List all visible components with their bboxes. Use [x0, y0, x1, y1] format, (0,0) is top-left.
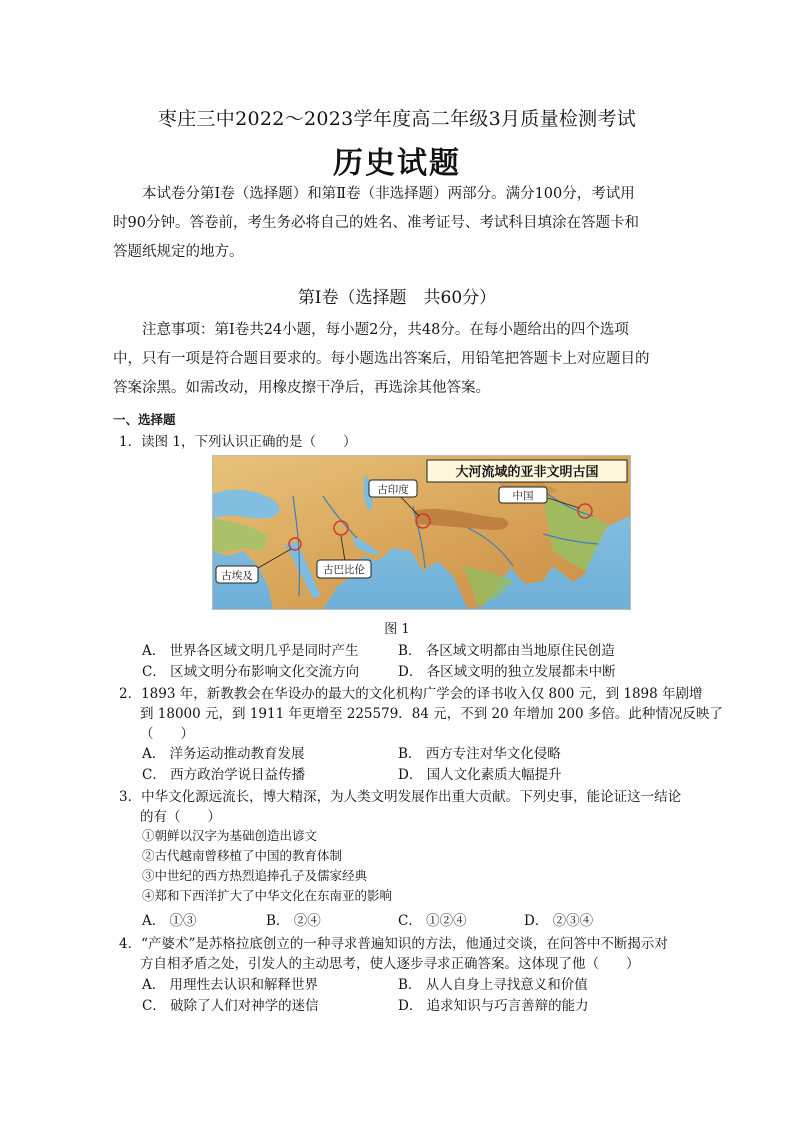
q2-option-c[interactable]: C． 西方政治学说日益传播 [142, 767, 306, 783]
notice-paragraph [113, 316, 703, 403]
svg-text:古印度: 古印度 [377, 484, 409, 496]
intro-paragraph [113, 180, 703, 267]
question-2-stem-line-1: 2．1893 年，新教教会在华设办的最大的文化机构广学会的译书收入仅 800 元，到 1898 年剧增 [119, 686, 703, 702]
q4-option-c[interactable]: C． 破除了人们对神学的迷信 [142, 998, 319, 1014]
notice-line-1: 注意事项：第Ⅰ卷共24小题，每小题2分，共48分。在每小题给出的四个选项 [142, 322, 629, 338]
q3-option-b[interactable]: B． ②④ [266, 913, 321, 929]
q4-option-d[interactable]: D． 追求知识与巧言善辩的能力 [398, 998, 589, 1014]
q3-item-3: ③中世纪的西方热烈追捧孔子及儒家经典 [142, 868, 368, 883]
label-china [499, 487, 547, 503]
q3-item-1: ①朝鲜以汉字为基础创造出谚文 [142, 828, 318, 843]
label-egypt [216, 566, 258, 583]
question-3-stem-line-2: 的有（ ） [140, 809, 221, 825]
section-heading: 一、选择题 [113, 412, 176, 427]
svg-text:古埃及: 古埃及 [221, 570, 253, 582]
figure-1-caption: 图 1 [384, 622, 410, 637]
subject-title: 历史试题 [333, 146, 461, 181]
label-india [369, 480, 417, 497]
figure-1-map [212, 455, 631, 610]
q2-option-a[interactable]: A． 洋务运动推动教育发展 [142, 746, 305, 762]
label-babylon [317, 560, 371, 578]
question-2-stem-line-3: （ ） [140, 726, 194, 742]
q1-option-d[interactable]: D． 各区域文明的独立发展都未中断 [398, 664, 616, 680]
map-title-box [427, 460, 627, 482]
intro-line-3: 答题纸规定的地方。 [113, 244, 244, 260]
q4-option-b[interactable]: B． 从人自身上寻找意义和价值 [398, 977, 588, 993]
section-title: 第Ⅰ卷（选择题 共60分） [297, 288, 497, 308]
q3-option-d[interactable]: D． ②③④ [524, 913, 594, 929]
svg-text:中国: 中国 [512, 490, 534, 502]
q3-option-a[interactable]: A． ①③ [142, 913, 197, 929]
question-1-stem: 1．读图 1，下列认识正确的是（ ） [119, 434, 357, 450]
question-4-stem-line-2: 方自相矛盾之处，引发人的主动思考，使人逐步寻求正确答案。这体现了他（ ） [140, 956, 640, 972]
question-4-stem-line-1: 4．“产婆术”是苏格拉底创立的一种寻求普遍知识的方法，他通过交谈，在问答中不断揭示对 [119, 936, 668, 952]
q1-option-a[interactable]: A． 世界各区域文明几乎是同时产生 [142, 643, 359, 659]
q3-item-4: ④郑和下西洋扩大了中华文化在东南亚的影响 [142, 888, 393, 903]
question-3-stem-line-1: 3．中华文化源远流长，博大精深，为人类文明发展作出重大贡献。下列史事，能论证这一结论 [119, 789, 682, 805]
intro-line-1: 本试卷分第Ⅰ卷（选择题）和第Ⅱ卷（非选择题）两部分。满分100分，考试用 [142, 186, 635, 202]
q3-item-2: ②古代越南曾移植了中国的教育体制 [142, 848, 343, 863]
question-2-stem-line-2: 到 18000 元，到 1911 年更增至 225579．84 元，不到 20 年增加 200 多倍。此种情况反映了 [140, 706, 723, 722]
map-image [213, 456, 630, 609]
q1-option-b[interactable]: B． 各区域文明都由当地原住民创造 [398, 643, 615, 659]
q4-option-a[interactable]: A． 用理性去认识和解释世界 [142, 977, 319, 993]
notice-line-2: 中，只有一项是符合题目要求的。每小题选出答案后，用铅笔把答题卡上对应题目的 [113, 351, 650, 367]
intro-line-2: 时90分钟。答卷前，考生务必将自己的姓名、准考证号、考试科目填涂在答题卡和 [113, 215, 639, 231]
q3-option-c[interactable]: C． ①②④ [398, 913, 467, 929]
map-title: 大河流域的亚非文明古国 [455, 465, 599, 480]
svg-text:古巴比伦: 古巴比伦 [323, 564, 365, 576]
q2-option-d[interactable]: D． 国人文化素质大幅提升 [398, 767, 562, 783]
notice-line-3: 答案涂黑。如需改动，用橡皮擦干净后，再选涂其他答案。 [113, 380, 490, 396]
q2-option-b[interactable]: B． 西方专注对华文化侵略 [398, 746, 561, 762]
exam-title: 枣庄三中2022～2023学年度高二年级3月质量检测考试 [157, 108, 637, 130]
q1-option-c[interactable]: C． 区域文明分布影响文化交流方向 [142, 664, 360, 680]
